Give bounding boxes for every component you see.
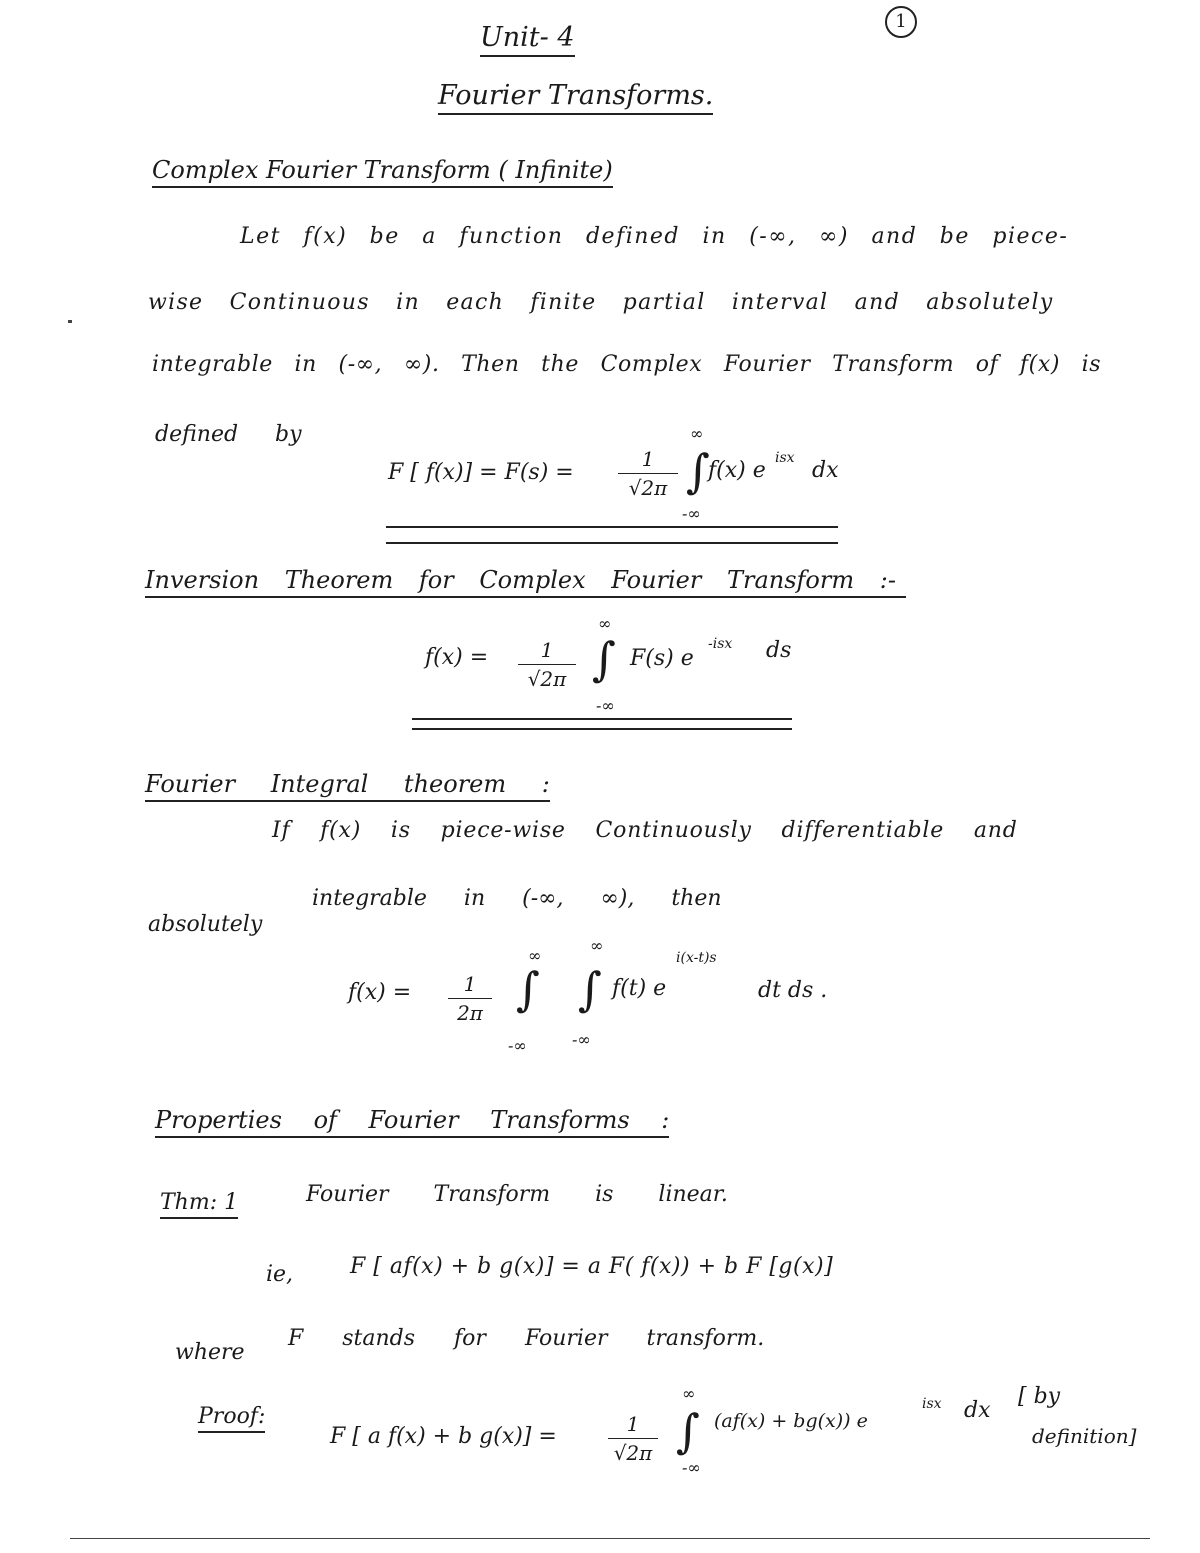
fraction-numerator: 1	[463, 972, 477, 996]
theorem-label: Thm: 1	[160, 1190, 238, 1219]
paragraph-line: wise Continuous in each finite partial interval and absolutely	[148, 290, 1054, 315]
integral-sign: ∫	[578, 962, 602, 1016]
fraction-denominator: √2π	[628, 476, 668, 500]
proof-note: definition]	[1032, 1424, 1137, 1448]
paragraph-line: If f(x) is piece-wise Continuously differentiable and	[272, 818, 1018, 843]
unit-label: Unit- 4	[480, 22, 575, 57]
differential: ds	[766, 638, 792, 663]
section-heading-properties: Properties of Fourier Transforms :	[155, 1106, 669, 1138]
where-text: F stands for Fourier transform.	[288, 1326, 765, 1351]
integral-sign: ∫	[676, 1404, 700, 1458]
integral-upper-limit: ∞	[528, 946, 542, 965]
integral-lower-limit: -∞	[596, 696, 615, 715]
page-bottom-rule	[70, 1538, 1150, 1539]
integrand: f(t) e	[612, 976, 667, 1001]
integral-sign: ∫	[592, 632, 616, 686]
differential: dx	[812, 458, 839, 483]
section-heading-complex-ft: Complex Fourier Transform ( Infinite)	[152, 156, 613, 188]
integral-upper-limit: ∞	[682, 1384, 696, 1403]
integral-sign: ∫	[686, 444, 710, 498]
integral-sign: ∫	[516, 962, 540, 1016]
double-rule	[412, 728, 792, 730]
proof-note: [ by	[1018, 1384, 1061, 1409]
double-rule	[386, 526, 838, 528]
integrand: F(s) e	[630, 646, 694, 671]
integrand: (af(x) + bg(x)) e	[714, 1410, 868, 1432]
formula-lhs: f(x) =	[348, 980, 412, 1005]
formula-lhs: f(x) =	[425, 645, 489, 670]
fraction-numerator: 1	[540, 638, 554, 662]
where-label: where	[175, 1340, 245, 1365]
section-heading-inversion: Inversion Theorem for Complex Fourier Transform :-	[145, 566, 906, 598]
fraction-bar	[518, 664, 576, 665]
margin-mark	[68, 320, 72, 323]
page-number-badge	[885, 6, 917, 38]
fraction-denominator: √2π	[613, 1441, 653, 1465]
linearity-formula: F [ af(x) + b g(x)] = a F( f(x)) + b F [g(x)]	[350, 1254, 834, 1279]
proof-label: Proof:	[198, 1404, 265, 1433]
theorem-text: Fourier Transform is linear.	[306, 1182, 728, 1207]
fraction-denominator: √2π	[527, 667, 567, 691]
integral-lower-limit: -∞	[508, 1036, 527, 1055]
fraction-bar	[618, 473, 678, 474]
page-title: Fourier Transforms.	[438, 80, 713, 115]
integral-upper-limit: ∞	[690, 424, 704, 443]
paragraph-line: integrable in (-∞, ∞). Then the Complex Fourier Transform of f(x) is	[152, 352, 1102, 377]
integral-lower-limit: -∞	[682, 504, 701, 523]
exponent: isx	[775, 450, 795, 466]
paragraph-line: integrable in (-∞, ∞), then	[312, 886, 722, 911]
fraction-numerator: 1	[626, 1412, 640, 1436]
exponent: i(x-t)s	[676, 950, 717, 966]
paragraph-line: absolutely	[148, 912, 263, 937]
fraction-denominator: 2π	[457, 1001, 483, 1025]
differential: dx	[964, 1398, 991, 1423]
page-number: 1	[895, 11, 907, 32]
double-rule	[386, 542, 838, 544]
double-rule	[412, 718, 792, 720]
fraction	[608, 1412, 658, 1465]
differential: dt ds .	[758, 978, 828, 1003]
integral-upper-limit: ∞	[590, 936, 604, 955]
fraction	[448, 972, 492, 1025]
fraction-bar	[448, 998, 492, 999]
proof-lhs: F [ a f(x) + b g(x)] =	[330, 1424, 557, 1449]
integral-lower-limit: -∞	[682, 1458, 701, 1477]
formula-lhs: F [ f(x)] = F(s) =	[388, 460, 574, 485]
integrand: f(x) e	[708, 458, 766, 483]
integral-lower-limit: -∞	[572, 1030, 591, 1049]
fraction	[618, 447, 678, 500]
fraction-bar	[608, 1438, 658, 1439]
section-heading-fourier-integral: Fourier Integral theorem :	[145, 770, 550, 802]
paragraph-line: Let f(x) be a function defined in (-∞, ∞) and be piece-	[240, 224, 1069, 249]
fraction	[518, 638, 576, 691]
exponent: -isx	[708, 636, 733, 652]
paragraph-line: defined by	[155, 422, 302, 447]
fraction-numerator: 1	[641, 447, 655, 471]
integral-upper-limit: ∞	[598, 614, 612, 633]
ie-label: ie,	[266, 1262, 294, 1287]
exponent: isx	[922, 1396, 942, 1412]
